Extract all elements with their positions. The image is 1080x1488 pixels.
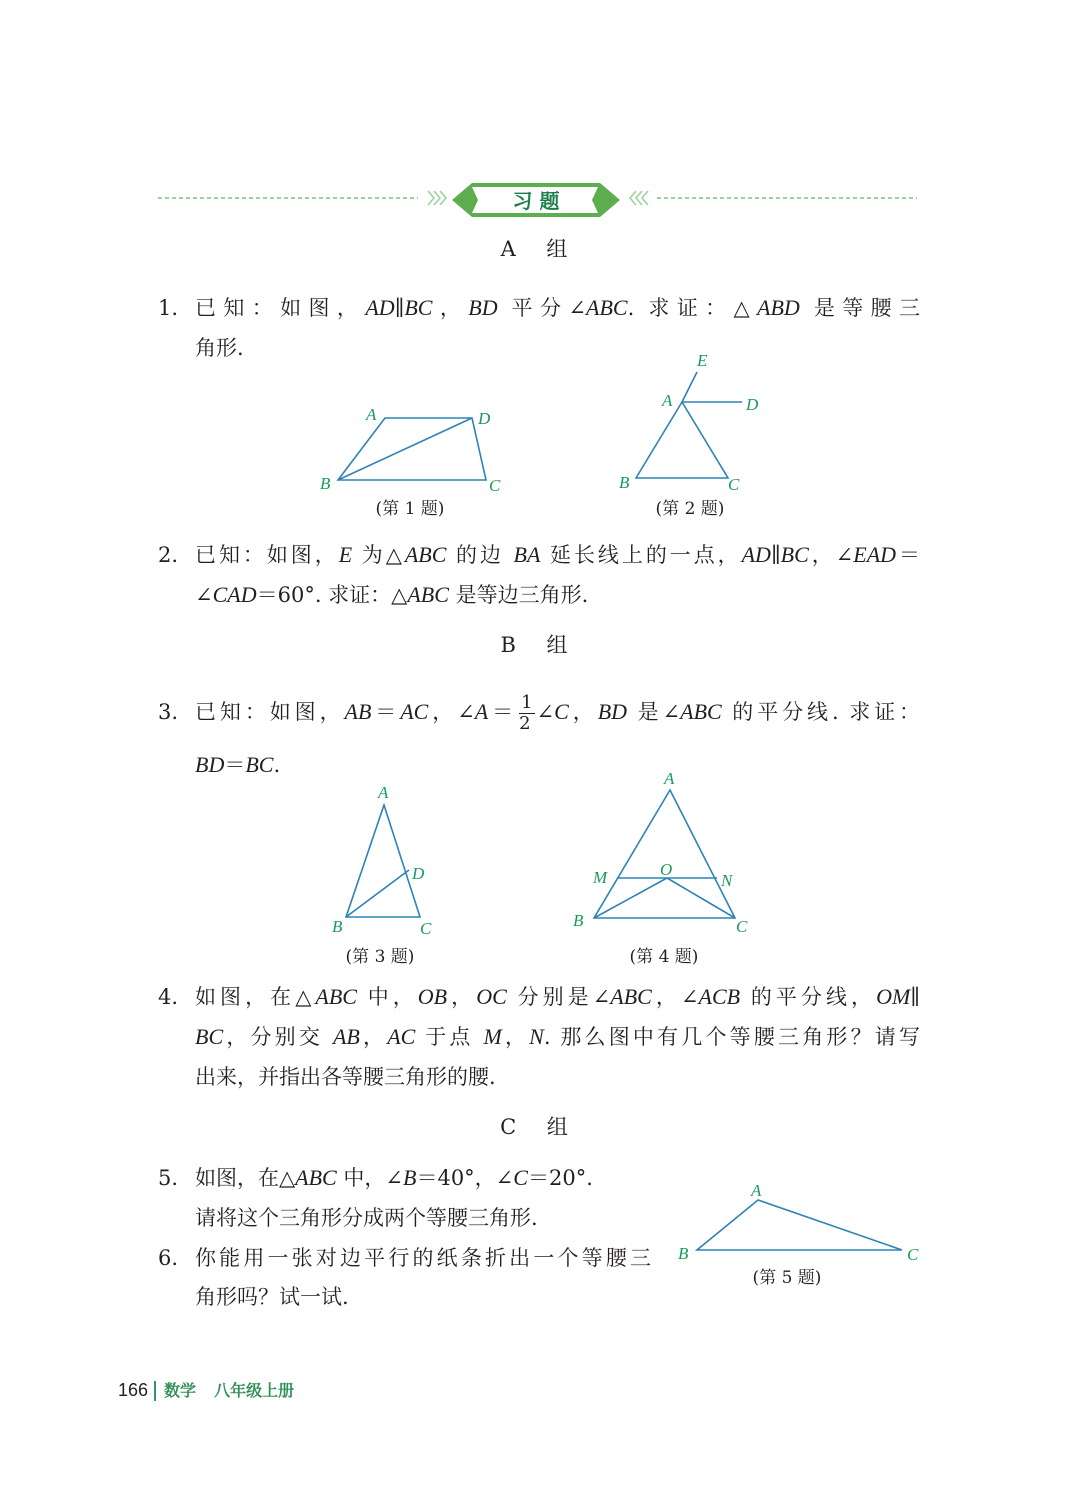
fig3-label-d: D xyxy=(412,864,425,883)
text: ＝ xyxy=(488,700,518,724)
text-run: ，∠ xyxy=(651,985,699,1009)
fig4-label-c: C xyxy=(736,917,748,936)
text: ∠ xyxy=(536,700,555,724)
text-run: ＝ xyxy=(896,543,920,567)
fig2-label-e: E xyxy=(697,351,708,370)
text-run: 请将这个三角形分成两个等腰三角形. xyxy=(195,1206,538,1230)
math-term: BD xyxy=(468,295,498,320)
math-term: OC xyxy=(476,984,507,1009)
text-run: 是等边三角形. xyxy=(448,583,589,607)
problem-5-line-1 xyxy=(195,1164,655,1192)
figure-2 xyxy=(619,351,759,519)
math: AC xyxy=(400,699,429,724)
text-run: 你能用一张对边平行的纸条折出一个等腰三 xyxy=(195,1246,651,1270)
footer-grade: 八年级上册 xyxy=(214,1383,295,1400)
math-term: ABC xyxy=(586,295,628,320)
problem-4-line-2 xyxy=(195,1023,920,1051)
problem-4-line-3 xyxy=(195,1063,920,1091)
text-run: ， xyxy=(432,296,469,320)
figure-3 xyxy=(332,783,432,967)
math-term: BD xyxy=(195,752,225,777)
math-term: BC xyxy=(780,542,809,567)
text-run: ＝20°. xyxy=(527,1166,593,1190)
text-run: ，分别交 xyxy=(223,1025,333,1049)
problem-2-line-1 xyxy=(195,541,920,569)
text-run: ＝60°. 求证：△ xyxy=(256,583,408,607)
fig5-caption: (第 5 题) xyxy=(752,1268,822,1288)
math-term: C xyxy=(513,1165,528,1190)
text-run: . 求证：△ xyxy=(627,296,758,320)
math-term: AD xyxy=(741,542,771,567)
fig3-caption: (第 3 题) xyxy=(345,947,415,967)
text-run: 中，∠ xyxy=(336,1166,403,1190)
math-term: AD xyxy=(365,295,395,320)
fig2-label-d: D xyxy=(746,395,759,414)
fraction-denominator: 2 xyxy=(519,713,531,734)
fig4-caption: (第 4 题) xyxy=(629,947,699,967)
fig1-label-b: B xyxy=(320,474,331,493)
figure-5 xyxy=(678,1181,919,1288)
group-b-heading: B 组 xyxy=(500,633,580,657)
text: 已知：如图， xyxy=(195,700,345,724)
fig1-caption: (第 1 题) xyxy=(375,499,445,519)
problem-6-number: 6. xyxy=(158,1246,179,1270)
fig4-label-n: N xyxy=(721,871,733,890)
math: AB xyxy=(344,699,372,724)
problem-1-number: 1. xyxy=(158,296,179,320)
math-term: OB xyxy=(417,984,448,1009)
problem-5-number: 5. xyxy=(158,1166,179,1190)
math-term: AB xyxy=(332,1024,360,1049)
footer-subject: 数学 xyxy=(164,1383,197,1400)
text-run: 分别是∠ xyxy=(506,985,611,1009)
problem-1-line-2 xyxy=(195,334,920,362)
text-run: 的边 xyxy=(446,543,514,567)
page-footer xyxy=(118,1378,294,1401)
fig4-label-o: O xyxy=(660,860,673,879)
math-term: B xyxy=(403,1165,417,1190)
math-term: BC xyxy=(195,1024,224,1049)
math-term: N xyxy=(529,1024,544,1049)
text-run: ∥ xyxy=(770,543,781,567)
fig1-label-d: D xyxy=(478,409,491,428)
text-run: 是等腰三 xyxy=(799,296,920,320)
text-run: . xyxy=(273,753,281,777)
math-term: ABC xyxy=(407,582,449,607)
page-number: 166 xyxy=(118,1380,149,1400)
text: 是∠ xyxy=(627,700,681,724)
math-term: OM xyxy=(876,984,911,1009)
fig5-label-a: A xyxy=(751,1181,762,1200)
math: C xyxy=(554,699,569,724)
fig3-label-c: C xyxy=(420,919,432,938)
problem-3-line-1 xyxy=(195,688,920,736)
exercise-banner xyxy=(158,183,917,217)
math-term: BA xyxy=(513,542,541,567)
math-term: ABC xyxy=(610,984,652,1009)
text-run: 为△ xyxy=(352,543,405,567)
group-a-heading: A 组 xyxy=(500,237,580,261)
text-run: . 那么图中有几个等腰三角形？请写 xyxy=(543,1025,920,1049)
math: A xyxy=(474,699,489,724)
text-run: ， xyxy=(359,1025,388,1049)
text: 的平分线. 求证： xyxy=(721,700,921,724)
text-run: ＝ xyxy=(224,753,246,777)
problem-6-line-2 xyxy=(195,1283,651,1311)
problem-1-line-1 xyxy=(195,294,920,322)
fig2-label-b: B xyxy=(619,473,630,492)
fig2-caption: (第 2 题) xyxy=(655,499,725,519)
math-term: AC xyxy=(387,1024,416,1049)
fig3-label-b: B xyxy=(332,917,343,936)
exercise-title: 习 题 xyxy=(512,189,560,213)
figure-1 xyxy=(320,405,501,519)
text-run: ∥ xyxy=(910,985,920,1009)
math-term: E xyxy=(338,542,353,567)
problem-6-line-1 xyxy=(195,1244,651,1272)
text-run: ∥ xyxy=(394,296,405,320)
fig1-label-a: A xyxy=(366,405,377,424)
text-run: ∠ xyxy=(195,583,213,607)
text-run: 平分∠ xyxy=(497,296,587,320)
fig3-label-a: A xyxy=(378,783,389,802)
math-term: ABD xyxy=(757,295,800,320)
figure-4 xyxy=(573,769,748,967)
problem-4-number: 4. xyxy=(158,985,179,1009)
text-run: 的平分线， xyxy=(740,985,877,1009)
group-c-heading: C 组 xyxy=(500,1115,580,1139)
text: ， xyxy=(568,700,598,724)
fraction-one-half xyxy=(519,693,534,734)
text-run: 已知：如图， xyxy=(195,296,366,320)
math-term: BC xyxy=(404,295,433,320)
math-term: CAD xyxy=(212,582,257,607)
math-term: ABC xyxy=(315,984,357,1009)
fig2-label-a: A xyxy=(662,391,673,410)
footer-divider xyxy=(154,1381,156,1401)
math-term: ACB xyxy=(698,984,741,1009)
math-term: EAD xyxy=(853,542,897,567)
problem-3-line-2 xyxy=(195,751,920,779)
fig5-label-c: C xyxy=(907,1245,919,1264)
text-run: 于点 xyxy=(415,1025,484,1049)
text-run: 中， xyxy=(356,985,418,1009)
math-term: ABC xyxy=(404,542,447,567)
text-run: ＝40°，∠ xyxy=(416,1166,514,1190)
math-term: ABC xyxy=(295,1165,337,1190)
text-run: 角形吗？试一试. xyxy=(195,1285,349,1309)
text-run: 出来，并指出各等腰三角形的腰. xyxy=(195,1065,496,1089)
math-term: M xyxy=(483,1024,502,1049)
text-run: 延长线上的一点， xyxy=(540,543,742,567)
text-run: ， xyxy=(447,985,477,1009)
problem-4-line-1 xyxy=(195,983,920,1011)
text-run: 已知：如图， xyxy=(195,543,339,567)
fig5-label-b: B xyxy=(678,1244,689,1263)
fig4-label-a: A xyxy=(664,769,675,788)
math: ABC xyxy=(680,699,722,724)
text: ＝ xyxy=(371,700,401,724)
problem-2-number: 2. xyxy=(158,543,179,567)
text-run: ， xyxy=(501,1025,530,1049)
text-run: 如图，在△ xyxy=(195,1166,296,1190)
fig1-label-c: C xyxy=(489,476,501,495)
text-run: ，∠ xyxy=(808,543,854,567)
fig4-label-m: M xyxy=(593,868,608,887)
math: BD xyxy=(597,699,628,724)
fraction-numerator: 1 xyxy=(521,692,533,713)
text: ，∠ xyxy=(428,700,475,724)
math-term: BC xyxy=(245,752,274,777)
problem-5-line-2 xyxy=(195,1204,655,1232)
text-run: 如图，在△ xyxy=(195,985,316,1009)
text-run: 角形. xyxy=(195,336,244,360)
problem-3-number: 3. xyxy=(158,700,179,724)
problem-2-line-2 xyxy=(195,581,920,609)
fig4-label-b: B xyxy=(573,911,584,930)
fig2-label-c: C xyxy=(728,475,740,494)
